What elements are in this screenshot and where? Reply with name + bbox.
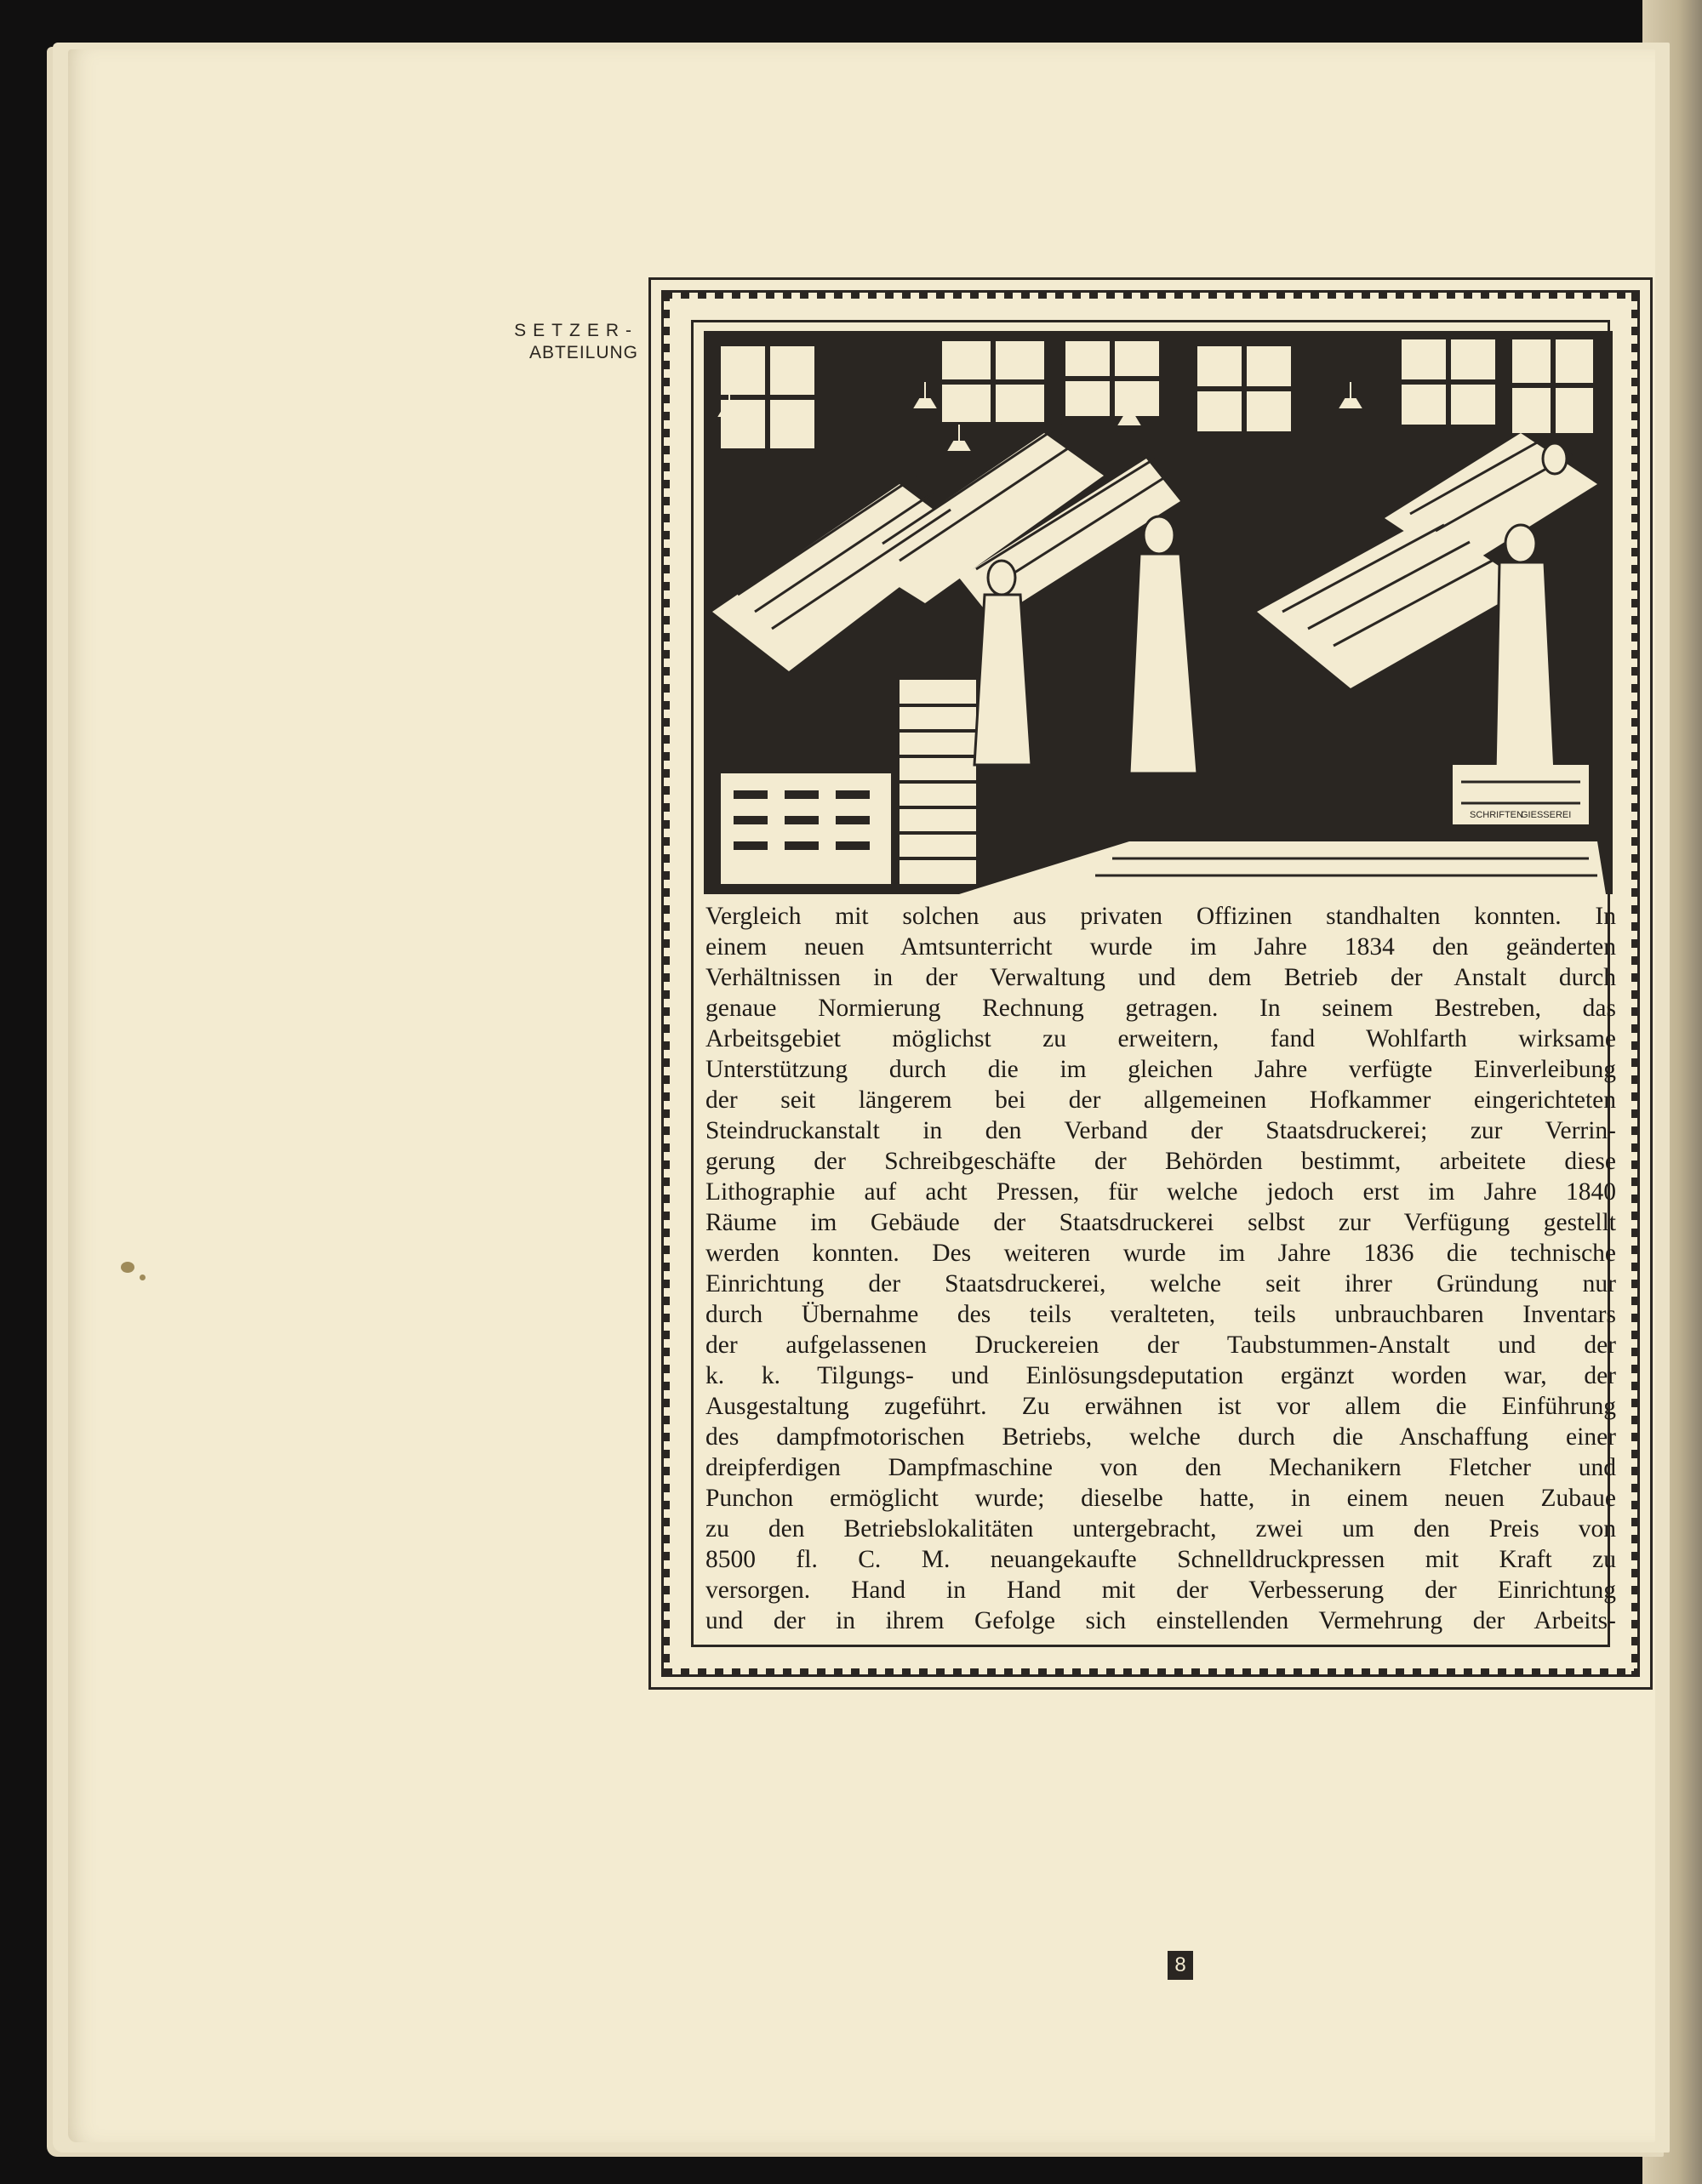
paper-stain [121,1262,134,1273]
body-line: werden konnten. Des weiteren wurde im Jahre 1836 die technische [705,1240,1616,1267]
frame-content [691,320,1616,1647]
body-line: Vergleich mit solchen aus privaten Offizinen standhalten konnten. In [705,903,1616,930]
margin-section-label [485,320,638,364]
body-line: Einrichtung der Staatsdruckerei, welche seit ihrer Gründung nur [705,1270,1616,1297]
body-line: Räume im Gebäude der Staatsdruckerei selbst zur Verfügung gestellt [705,1209,1616,1236]
body-line: Lithographie auf acht Pressen, für welche jedoch erst im Jahre 1840 [705,1178,1616,1206]
body-line: einem neuen Amtsunterricht wurde im Jahre 1834 den geänderten [705,933,1616,961]
body-text [705,901,1616,1636]
woodcut-sign-line1: SCHRIFTEN [1470,810,1523,820]
body-line: durch Übernahme des teils veralteten, teils unbrauchbaren Inventars [705,1301,1616,1328]
woodcut-illustration [704,331,1613,894]
body-line: genaue Normierung Rechnung getragen. In seinem Bestreben, das [705,995,1616,1022]
margin-label-line2: ABTEILUNG [528,343,638,362]
body-line: gerung der Schreibgeschäfte der Behörden bestimmt, arbeitete diese [705,1148,1616,1175]
body-line: versorgen. Hand in Hand mit der Verbesserung der Einrichtung [705,1577,1616,1604]
body-line: des dampfmotorischen Betriebs, welche durch die Anschaffung einer [705,1423,1616,1451]
body-line: zu den Betriebslokalitäten untergebracht, zwei um den Preis von [705,1515,1616,1542]
body-line: der aufgelassenen Druckereien der Taubstummen-Anstalt und der [705,1331,1616,1359]
frame-border-pattern [661,290,1640,1677]
body-line: Arbeitsgebiet möglichst zu erweitern, fand Wohlfarth wirksame [705,1025,1616,1052]
body-line: dreipferdigen Dampfmaschine von den Mechanikern Fletcher und [705,1454,1616,1481]
body-line: 8500 fl. C. M. neuangekaufte Schnelldruckpressen mit Kraft zu [705,1546,1616,1573]
body-line: Punchon ermöglicht wurde; dieselbe hatte, in einem neuen Zubaue [705,1485,1616,1512]
body-line: der seit längerem bei der allgemeinen Hofkammer eingerichteten [705,1086,1616,1114]
page-number: 8 [1168,1951,1193,1980]
body-line: k. k. Tilgungs- und Einlösungsdeputation ergänzt worden war, der [705,1362,1616,1389]
body-line: Steindruckanstalt in den Verband der Staatsdruckerei; zur Verrin- [705,1117,1616,1144]
paper-stain [140,1274,146,1280]
woodcut-sign-line2: GIESSEREI [1521,810,1572,820]
ornamental-frame [648,277,1653,1690]
book-page [68,49,1655,2142]
body-line: und der in ihrem Gefolge sich einstellenden Vermehrung der Arbeits- [705,1607,1616,1634]
margin-label-line1: SETZER- [514,321,638,340]
body-line: Verhältnissen in der Verwaltung und dem Betrieb der Anstalt durch [705,964,1616,991]
body-line: Unterstützung durch die im gleichen Jahre verfügte Einverleibung [705,1056,1616,1083]
body-line: Ausgestaltung zugeführt. Zu erwähnen ist vor allem die Einführung [705,1393,1616,1420]
